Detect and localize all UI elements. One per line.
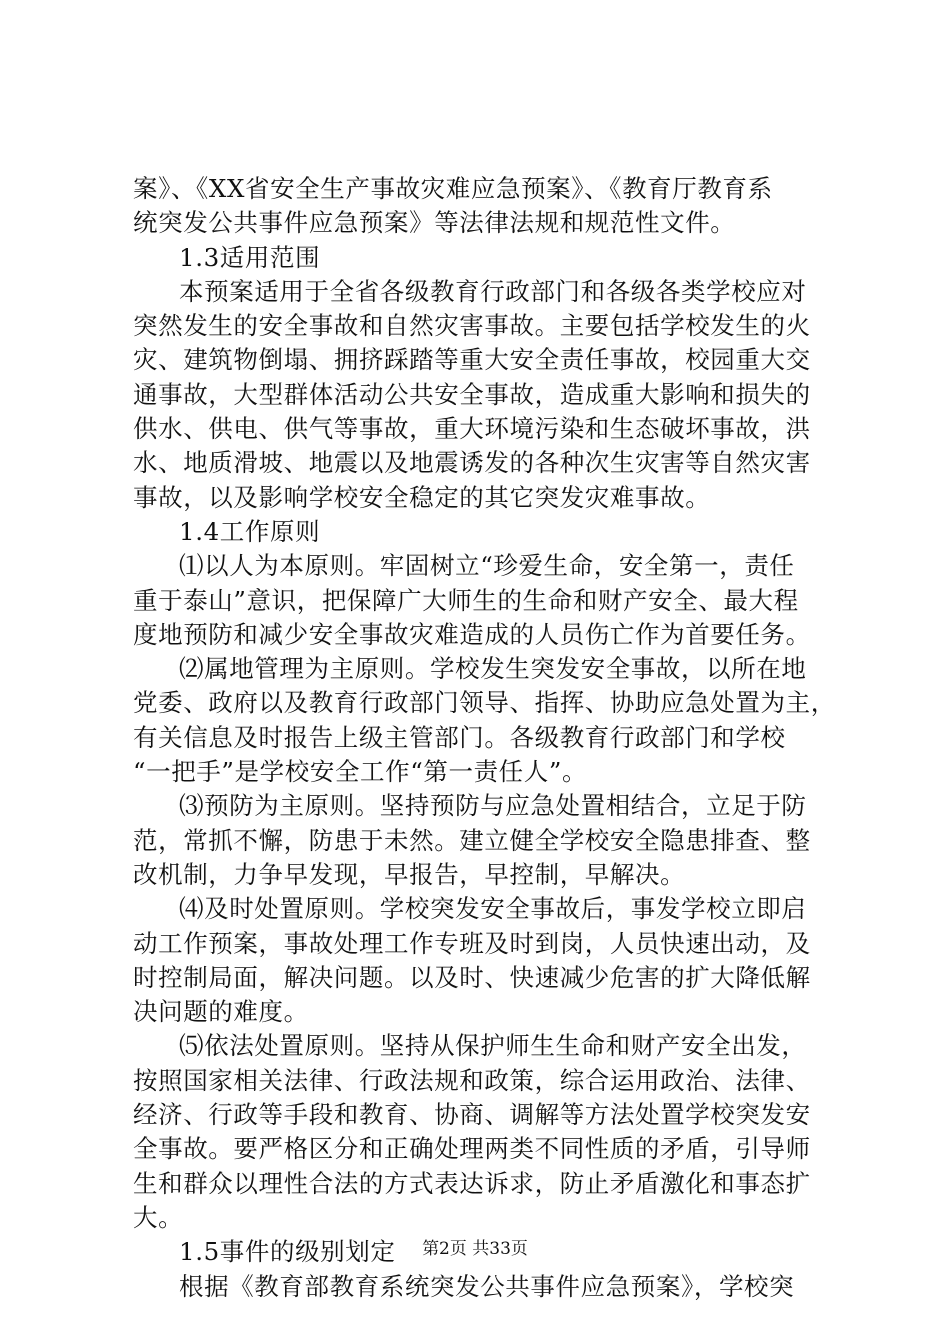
text-line: 水、地质滑坡、地震以及地震诱发的各种次生灾害等自然灾害 [133, 448, 811, 478]
text-line: 党委、政府以及教育行政部门领导、指挥、协助应急处置为主， [133, 688, 836, 718]
text-line: ⑶预防为主原则。坚持预防与应急处置相结合，立足于防 [179, 791, 807, 821]
text-line: 有关信息及时报告上级主管部门。各级教育行政部门和学校 [133, 722, 786, 752]
text-line: 突然发生的安全事故和自然灾害事故。主要包括学校发生的火 [133, 311, 811, 341]
text-line: 1.4工作原则 [179, 516, 321, 546]
text-line: 时控制局面，解决问题。以及时、快速减少危害的扩大降低解 [133, 962, 811, 992]
page-footer: 第2页 共33页 [422, 1239, 528, 1259]
text-line: 1.5事件的级别划定 [179, 1237, 396, 1267]
text-line: 案》、《XX省安全生产事故灾难应急预案》、《教育厅教育系 [133, 174, 773, 203]
text-line: 改机制，力争早发现，早报告，早控制，早解决。 [133, 859, 686, 889]
text-line: 经济、行政等手段和教育、协商、调解等方法处置学校突发安 [133, 1100, 811, 1130]
text-line: 度地预防和减少安全事故灾难造成的人员伤亡作为首要任务。 [133, 619, 811, 649]
text-line: 事故，以及影响学校安全稳定的其它突发灾难事故。 [133, 482, 711, 512]
text-line: 按照国家相关法律、行政法规和政策，综合运用政治、法律、 [133, 1065, 811, 1095]
text-line: 决问题的难度。 [133, 997, 309, 1027]
text-line: 供水、供电、供气等事故，重大环境污染和生态破坏事故，洪 [133, 414, 811, 444]
text-line: 本预案适用于全省各级教育行政部门和各级各类学校应对 [179, 276, 807, 306]
text-line: ⑴以人为本原则。牢固树立“珍爱生命，安全第一，责任 [179, 551, 795, 581]
text-line: 重于泰山”意识，把保障广大师生的生命和财产安全、最大程 [133, 585, 799, 615]
text-line: 根据《教育部教育系统突发公共事件应急预案》，学校突 [179, 1271, 795, 1301]
text-line: 1.3适用范围 [179, 242, 321, 272]
text-line: ⑵属地管理为主原则。学校发生突发安全事故，以所在地 [179, 654, 807, 684]
text-line: 生和群众以理性合法的方式表达诉求，防止矛盾激化和事态扩 [133, 1168, 811, 1198]
text-line: 灾、建筑物倒塌、拥挤踩踏等重大安全责任事故，校园重大交 [133, 345, 811, 375]
text-line: ⑷及时处置原则。学校突发安全事故后，事发学校立即启 [179, 894, 807, 924]
text-line: 统突发公共事件应急预案》等法律法规和规范性文件。 [133, 208, 736, 238]
text-line: 范，常抓不懈，防患于未然。建立健全学校安全隐患排查、整 [133, 825, 811, 855]
text-line: 全事故。要严格区分和正确处理两类不同性质的矛盾，引导师 [133, 1134, 811, 1164]
text-line: ⑸依法处置原则。坚持从保护师生生命和财产安全出发， [179, 1031, 807, 1061]
text-line: “一把手”是学校安全工作“第一责任人”。 [133, 757, 588, 787]
body-text [133, 172, 838, 1304]
text-line: 动工作预案，事故处理工作专班及时到岗，人员快速出动，及 [133, 928, 811, 958]
text-line: 大。 [133, 1202, 184, 1232]
text-line: 通事故，大型群体活动公共安全事故，造成重大影响和损失的 [133, 379, 811, 409]
